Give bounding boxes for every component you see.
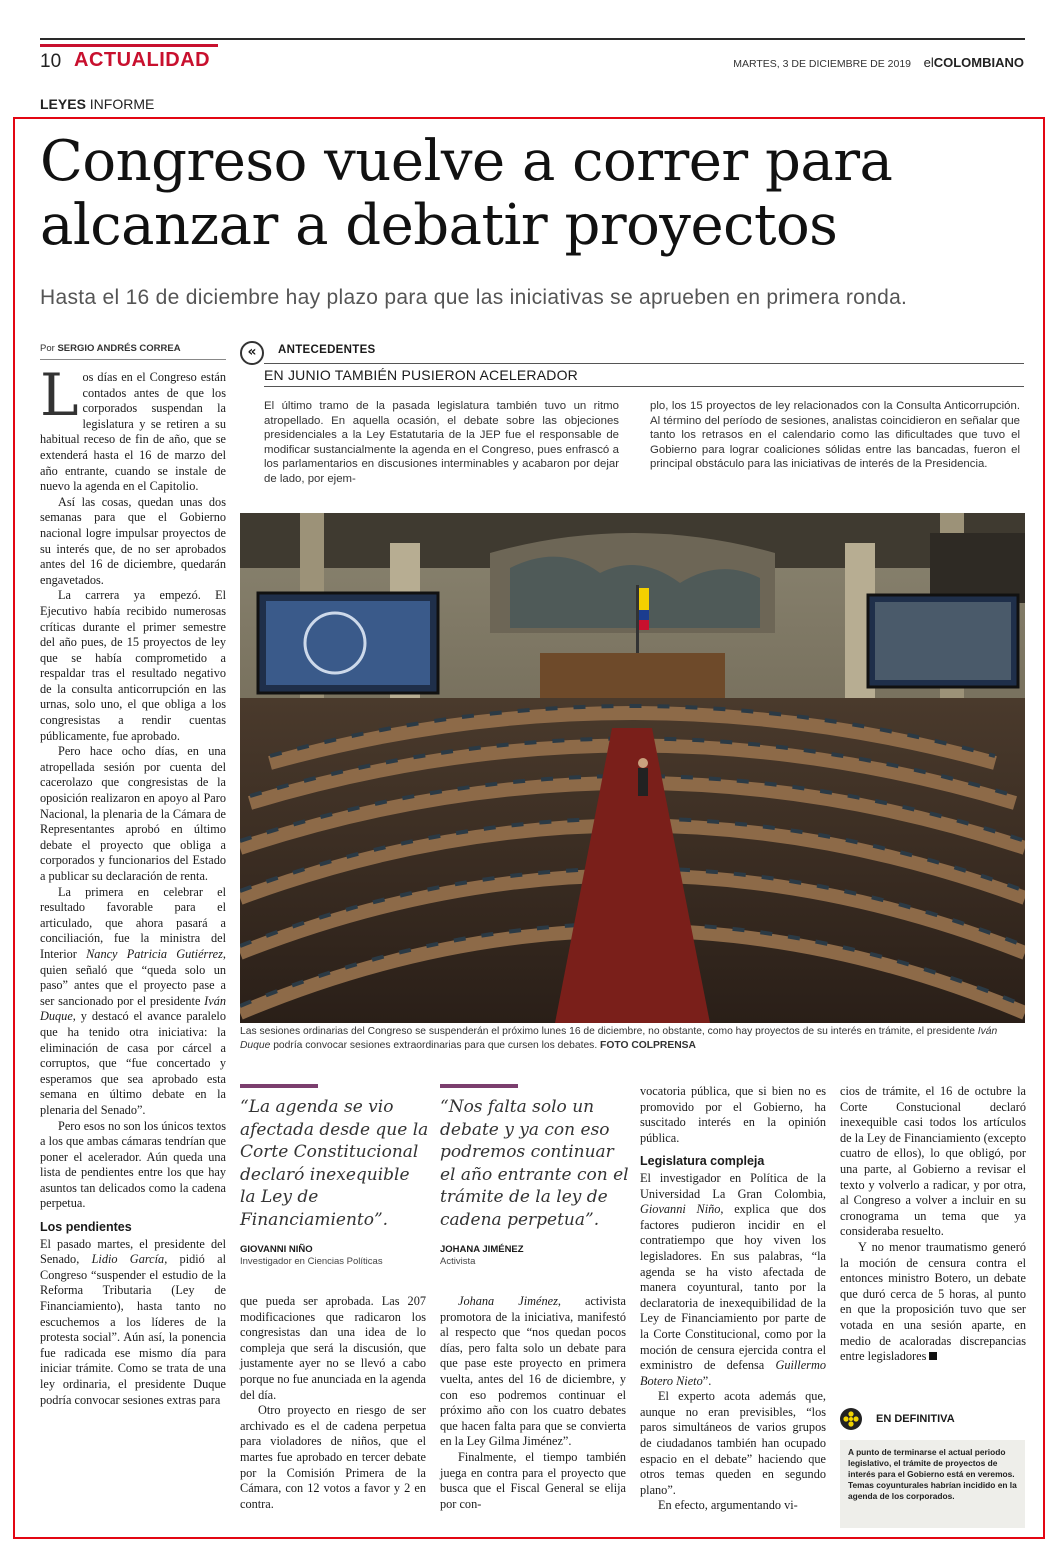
section-name: ACTUALIDAD xyxy=(74,49,211,71)
paragraph: vocatoria pública, que si bien no es promovido por el Gobierno, ha suscitado interés en la opinión pública. xyxy=(640,1084,826,1145)
quote-author: JOHANA JIMÉNEZ xyxy=(440,1244,524,1255)
quote-accent-bar xyxy=(240,1084,318,1088)
paragraph: El experto acota además que, aunque no eran previsibles, “los paros simultáneos de varios grupos de ciudadanos también han ocupado espacio en el debate” haciendo que otros temas queden en segundo plano”. xyxy=(640,1389,826,1497)
photo-illustration xyxy=(240,513,1025,1023)
paragraph: El pasado martes, el presidente del Senado, Lidio García, pidió al Congreso “suspender el estudio de la Reforma Tributaria (Ley de Financiamiento), hasta tanto no escuchemos a los líderes de la protesta social”. Aún así, la ponencia fue radicada ese mismo día para iniciar trámite. Como se trata de una ley ordinaria, el presidente Duque podría convocar sesiones extras para xyxy=(40,1236,226,1407)
pull-quote: “Nos falta solo un debate y ya con eso podremos continuar el año entrante con el trámite de la ley de cadena perpetua”. xyxy=(440,1097,629,1230)
article-column-4 xyxy=(640,1084,826,1514)
header-rule xyxy=(40,38,1025,40)
antecedentes-text-left: El último tramo de la pasada legislatura también tuvo un ritmo atropellado. En aquella ocasión, el debate sobre las objeciones presidenciales a la Ley Estatutaria de la JEP fue el responsable de modificar sustancialmente la agenda en el Congreso, pues enfrascó a los parlamentarios en discusiones interminables y acabaron por dejar de lado, por ejem- xyxy=(264,400,619,485)
article-column-1 xyxy=(40,361,226,1408)
subheadline: Hasta el 16 de diciembre hay plazo para que las iniciativas se aprueben en primera ronda. xyxy=(40,286,908,309)
paragraph: que pueda ser aprobada. Las 207 modificaciones que radicaron los congresistas dan una idea de lo compleja que será la discusión, que justamente ayer no se llevó a cabo porque no fue anunciada en la agenda del día. xyxy=(240,1294,426,1402)
double-chevron-left-icon: « xyxy=(240,341,264,365)
antecedentes-label: ANTECEDENTES xyxy=(278,344,376,356)
paragraph: Y no menor traumatismo generó la moción de censura contra el entonces ministro Botero, un debate que duró cerca de 5 horas, al punto en que la proposición tuvo que ser votada en una sesión aparte, en medio de acaloradas discrepancias entre legisladores xyxy=(840,1239,1026,1364)
paragraph: La carrera ya empezó. El Ejecutivo había recibido numerosas críticas durante el primer semestre del año pues, de 15 proyectos de ley que se había comprometido a respaldar tras el resultado negativo de la consulta anticorrupción en las urnas, solo uno, el que obliga a los congresistas a rendir cuentas públicamente, fue aprobado. xyxy=(40,588,226,743)
paragraph: Johana Jiménez, activista promotora de la iniciativa, manifestó al respecto que “nos quedan pocos días, pero falta solo un debate para que pase este proyecto en primera vuelta, antes del 16 de diciembre, y con eso podremos continuar el próximo año con los cuatro debates que hacen falta para que se convierta en la Ley Gilma Jiménez”. xyxy=(440,1294,626,1449)
antecedentes-text-right: plo, los 15 proyectos de ley relacionados con la Consulta Anticorrupción. Al término del período de sesiones, analistas coincidieron en señalar que tanto los retrasos en el calendario como las dificultades que tuvo el Gobierno para lograr coaliciones sólidas entre las bancadas, fueron el principal obstáculo para las iniciativas de interés de la Presidencia. xyxy=(650,400,1020,471)
section-subtitle: Legislatura compleja xyxy=(640,1154,765,1169)
paragraph: Finalmente, el tiempo también juega en contra para el proyecto que busca que el Fiscal General se elija por con- xyxy=(440,1449,626,1511)
article-kicker: LEYES INFORME xyxy=(40,96,155,112)
issue-date: MARTES, 3 DE DICIEMBRE DE 2019 xyxy=(733,58,911,70)
headline: Congreso vuelve a correr para alcanzar a debatir proyectos xyxy=(40,129,893,258)
quote-accent-bar xyxy=(440,1084,518,1088)
cluster-dots-icon xyxy=(840,1408,862,1430)
section-accent-bar xyxy=(40,44,218,47)
quote-author: GIOVANNI NIÑO xyxy=(240,1244,313,1255)
dropcap: L xyxy=(40,361,79,429)
paragraph: La primera en celebrar el resultado favorable para el articulado, que ahora pasará a conciliación, fue la ministra del Interior Nancy Patricia Gutiérrez, quien señaló que “queda solo un paso” antes que el proyecto pase a ser sancionado por el presidente Iván Duque, y destacó el avance paralelo que ha tenido otra iniciativa: la eliminación de casa por cárcel a corruptos, que “fue concertado y esperamos que sea aprobado esta semana en último debate en la plenaria del Senado”. xyxy=(40,884,226,1117)
newspaper-logo: elCOLOMBIANO xyxy=(923,55,1024,70)
paragraph: En efecto, argumentando vi- xyxy=(658,1498,798,1513)
end-square-icon xyxy=(929,1352,937,1360)
paragraph: Pero hace ocho días, en una atropellada sesión por cuenta del cacerolazo que congresistas de la oposición realizaron en apoyo al Paro Nacional, la plenaria de la Cámara de Representantes aprobó en último debate el proyecto que obliga a corporados y funcionarios del Estado a publicar su declaración de renta. xyxy=(40,744,226,883)
paragraph: cios de trámite, el 16 de octubre la Corte Constucional declaró inexequible casi todos los artículos de la Ley de Financiamiento (excepto cuatro de ellos), lo que obligó, por una parte, al Gobierno a revisar el texto y volverlo a radicar, y por otra, al Congreso a volver a incluir en su cronograma un tema que ya consideraba resuelto. xyxy=(840,1084,1026,1239)
byline: Por SERGIO ANDRÉS CORREA xyxy=(40,343,181,354)
page-number: 10 xyxy=(40,51,62,72)
article-column-5 xyxy=(840,1084,1026,1365)
paragraph: Otro proyecto en riesgo de ser archivado es el de cadena perpetua para violadores de niños, que el martes fue aprobado en tercer debate por la Comisión Primera de la Cámara, con 12 votos a favor y 2 en contra. xyxy=(240,1403,426,1511)
paragraph: Los días en el Congreso están contados antes de que los corporados suspendan la legislatura y se retiren a su habitual receso de fin de año, que se extenderá hasta el 16 de marzo del año entrante, cuando se instale de nuevo la agenda en el Capitolio. xyxy=(40,361,226,494)
article-column-3 xyxy=(440,1294,626,1512)
byline-rule xyxy=(40,359,226,360)
article-column-2 xyxy=(240,1294,426,1512)
paragraph: El investigador en Política de la Universidad La Gran Colombia, Giovanni Niño, explica que dos factores pudieron incidir en el contratiempo que hoy viven los legisladores. En sus palabras, “la agenda se ha visto afectada de manera coyuntural, tanto por la declaratoria de inexequibilidad de la Ley de Financiamiento por parte de la Corte Constitucional, como por la moción de censura ejercida contra el exministro de defensa Guillermo Botero Nieto”. xyxy=(640,1170,826,1388)
congress-chamber-photo xyxy=(240,513,1025,1023)
en-definitiva-box: A punto de terminarse el actual periodo legislativo, el trámite de proyectos de interés para el Gobierno está en veremos. Temas coyunturales habrían incidido en la agenda de los corporados. xyxy=(840,1440,1025,1528)
section-subtitle: Los pendientes xyxy=(40,1220,132,1235)
paragraph: Pero esos no son los únicos textos a los que ambas cámaras tendrían que poner el acelerador. Aún queda una lista de pendientes entre los que hay asuntos tan delicados como la cadena perpetua. xyxy=(40,1118,226,1211)
antecedentes-title: EN JUNIO TAMBIÉN PUSIERON ACELERADOR xyxy=(264,367,578,383)
quote-author-role: Activista xyxy=(440,1256,476,1267)
en-definitiva-label: EN DEFINITIVA xyxy=(876,1413,955,1425)
divider xyxy=(264,386,1024,387)
quote-author-role: Investigador en Ciencias Políticas xyxy=(240,1256,383,1267)
photo-caption: Las sesiones ordinarias del Congreso se suspenderán el próximo lunes 16 de diciembre, no obstante, como hay proyectos de su interés en trámite, el presidente Iván Duque podría convocar sesiones extraordinarias para que cursen los debates. FOTO COLPRENSA xyxy=(240,1026,998,1051)
divider xyxy=(264,363,1024,364)
photo-credit: FOTO COLPRENSA xyxy=(600,1039,696,1051)
pull-quote: “La agenda se vio afectada desde que la Corte Constitucional declaró inexequible la Ley de Financiamiento”. xyxy=(240,1097,429,1230)
paragraph: Así las cosas, quedan unas dos semanas para que el Gobierno nacional logre impulsar proyectos de su interés que, de no ser aprobados antes del 16 de diciembre, quedarán engavetados. xyxy=(40,494,226,587)
